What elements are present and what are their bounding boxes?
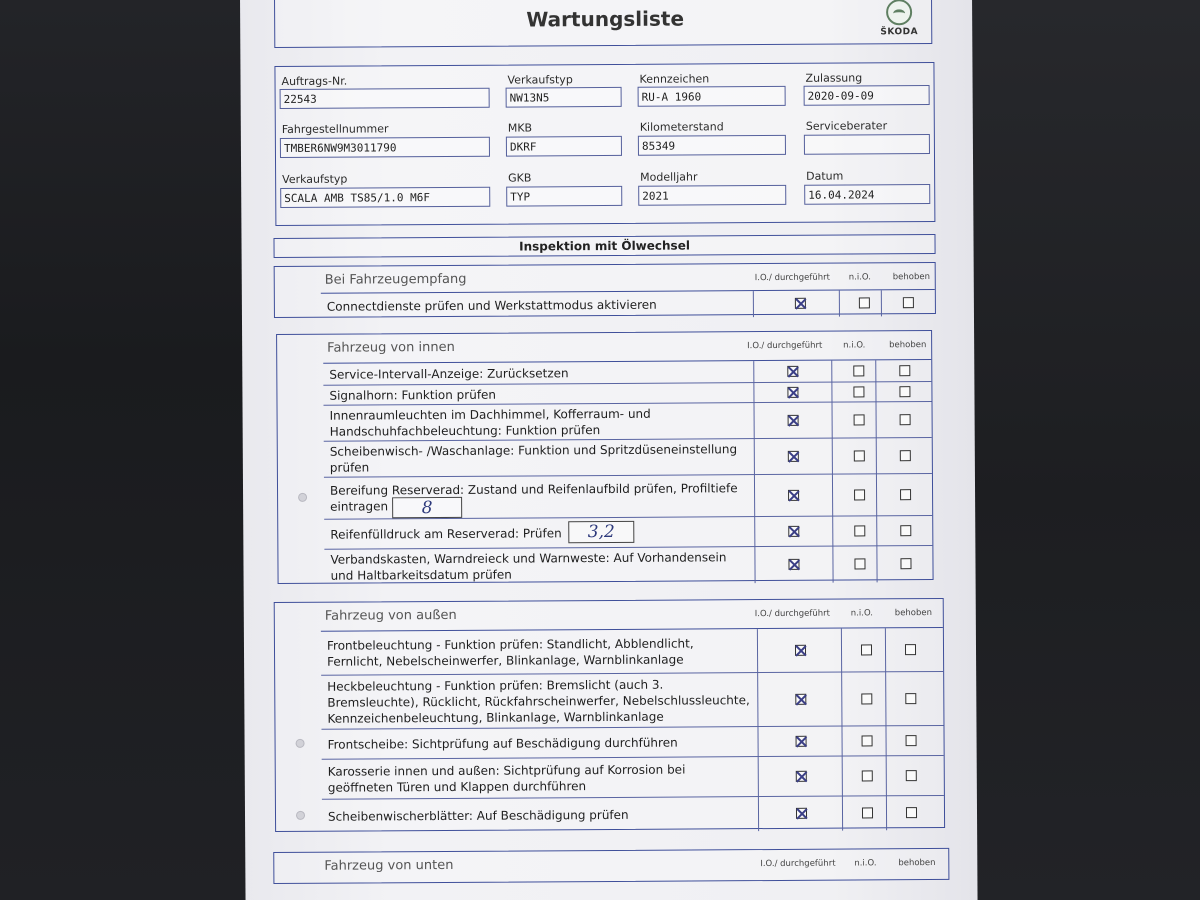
checklist-item-text xyxy=(330,525,561,542)
column-header-nio: n.i.O. xyxy=(854,858,877,869)
section-0 xyxy=(274,262,936,318)
checklist-item-line: Service-Intervall-Anzeige: Zurücksetzen xyxy=(329,366,569,382)
datum-label: Datum xyxy=(806,169,844,183)
checkbox-io[interactable] xyxy=(795,694,806,705)
kilometerstand-value: 85349 xyxy=(638,135,786,156)
seat-fabric-right xyxy=(965,0,1200,900)
checkbox-behoben[interactable] xyxy=(906,770,917,781)
section-1 xyxy=(276,330,934,584)
checkbox-behoben[interactable] xyxy=(900,489,911,500)
checklist-item-line: Kennzeichenbeleuchtung, Blinkanlage, Warnblinkanlage xyxy=(327,709,664,726)
checklist-item-text xyxy=(327,676,750,727)
checkbox-io[interactable] xyxy=(795,298,806,309)
checklist-row xyxy=(321,726,943,760)
checklist-item-line: Verbandskasten, Warndreieck und Warnweste: Auf Vorhandensein xyxy=(330,550,727,567)
checkbox-behoben[interactable] xyxy=(900,525,911,536)
checkbox-behoben[interactable] xyxy=(905,693,916,704)
checklist-item-line: Scheibenwisch- /Waschanlage: Funktion und Spritzdüseneinstellung xyxy=(329,442,738,459)
modelljahr-value: 2021 xyxy=(638,185,786,206)
checkbox-io[interactable] xyxy=(796,771,807,782)
section-header xyxy=(275,599,943,631)
checklist-item-text xyxy=(328,762,686,796)
section-title: Bei Fahrzeugempfang xyxy=(324,271,467,288)
gkb-value: TYP xyxy=(506,186,622,207)
checklist-item-line: Handschuhfachbeleuchtung: Funktion prüfen xyxy=(329,423,601,439)
checklist-item-text xyxy=(327,297,657,315)
checklist-item-line: prüfen xyxy=(329,460,370,475)
checklist-item-text xyxy=(328,735,678,753)
auftrags-nr-value: 22543 xyxy=(280,88,490,109)
skoda-wing-icon xyxy=(886,0,912,25)
checklist-item-line: Scheibenwischerblätter: Auf Beschädigung prüfen xyxy=(327,807,629,824)
checkbox-io[interactable] xyxy=(788,415,799,426)
auftrags-nr-label: Auftrags-Nr. xyxy=(281,74,348,88)
checklist-item-line: und Haltbarkeitsdatum prüfen xyxy=(330,567,512,583)
checklist-item-text xyxy=(330,441,738,475)
seat-fabric-left xyxy=(0,0,245,900)
column-header-io: I.O./ durchgeführt xyxy=(760,858,836,870)
checkbox-behoben[interactable] xyxy=(900,558,911,569)
serviceberater-value xyxy=(804,134,930,155)
checklist-item-line: Karosserie innen und außen: Sichtprüfung auf Korrosion bei xyxy=(327,762,686,779)
kilometerstand-label: Kilometerstand xyxy=(639,120,724,134)
column-header-io: I.O./ durchgeführt xyxy=(754,272,830,284)
checkbox-behoben[interactable] xyxy=(905,644,916,655)
section-header xyxy=(275,263,935,293)
checkbox-nio[interactable] xyxy=(854,450,865,461)
checklist-row xyxy=(321,672,943,730)
checklist-row xyxy=(324,474,932,520)
checklist-item-line: Signalhorn: Funktion prüfen xyxy=(329,387,497,403)
checkbox-behoben[interactable] xyxy=(906,807,917,818)
checklist-item-line: Connectdienste prüfen und Werkstattmodus aktivieren xyxy=(326,297,657,314)
checkbox-behoben[interactable] xyxy=(906,735,917,746)
checkbox-nio[interactable] xyxy=(861,693,872,704)
column-header-nio: n.i.O. xyxy=(843,340,866,351)
vehicle-info-box xyxy=(274,62,935,226)
checklist-item-text xyxy=(330,406,651,440)
handwritten-entry[interactable]: 3,2 xyxy=(568,521,634,543)
checkbox-nio[interactable] xyxy=(853,365,864,376)
checkbox-nio[interactable] xyxy=(862,770,873,781)
checklist-item-line: eintragen xyxy=(330,499,389,514)
section-3 xyxy=(273,848,949,884)
section-2 xyxy=(274,598,945,832)
column-header-nio: n.i.O. xyxy=(850,608,874,619)
checkbox-io[interactable] xyxy=(796,736,807,747)
handwritten-entry[interactable]: 8 xyxy=(392,497,462,518)
title-box xyxy=(274,0,932,48)
checkbox-nio[interactable] xyxy=(854,525,865,536)
checkbox-io[interactable] xyxy=(788,559,799,570)
checklist-row xyxy=(324,546,932,586)
section-title: Fahrzeug von außen xyxy=(324,607,457,624)
verkaufstyp-code-label: Verkaufstyp xyxy=(507,73,573,87)
checklist-item-line: Frontbeleuchtung - Funktion prüfen: Standlicht, Abblendlicht, xyxy=(326,636,694,653)
section-title: Fahrzeug von unten xyxy=(324,857,454,874)
checkbox-nio[interactable] xyxy=(861,644,872,655)
kennzeichen-value: RU-A 1960 xyxy=(638,86,786,107)
checklist-item-line: geöffneten Türen und Klappen durchführen xyxy=(327,779,587,795)
checkbox-behoben[interactable] xyxy=(899,365,910,376)
fahrgestellnummer-label: Fahrgestellnummer xyxy=(281,122,389,136)
inspection-program-box xyxy=(273,234,935,258)
checklist-item-text xyxy=(329,365,568,382)
maintenance-sheet xyxy=(240,0,978,900)
checkbox-io[interactable] xyxy=(787,366,798,377)
gkb-label: GKB xyxy=(508,171,532,185)
checkbox-io[interactable] xyxy=(788,490,799,501)
column-header-behoben: behoben xyxy=(898,858,936,869)
section-title: Fahrzeug von innen xyxy=(327,339,455,356)
checklist-row xyxy=(321,290,935,320)
checklist-item-line: Frontscheibe: Sichtprüfung auf Beschädigung durchführen xyxy=(327,735,678,752)
section-rows xyxy=(321,289,935,320)
margin-marker-icon xyxy=(298,493,307,502)
section-rows xyxy=(323,359,932,586)
brand-name: ŠKODA xyxy=(880,27,919,38)
mkb-value: DKRF xyxy=(506,136,622,157)
checklist-row xyxy=(324,516,932,550)
checkbox-behoben[interactable] xyxy=(899,386,910,397)
column-header-behoben: behoben xyxy=(892,272,930,283)
column-header-io: I.O./ durchgeführt xyxy=(754,608,831,620)
checkbox-nio[interactable] xyxy=(862,807,873,818)
checkbox-behoben[interactable] xyxy=(903,297,914,308)
column-header-io: I.O./ durchgeführt xyxy=(747,340,823,352)
serviceberater-label: Serviceberater xyxy=(805,119,888,133)
skoda-logo xyxy=(877,0,921,37)
checklist-row xyxy=(321,628,943,676)
checkbox-io[interactable] xyxy=(796,808,807,819)
checkbox-nio[interactable] xyxy=(859,297,870,308)
checklist-item-line: Fernlicht, Nebelscheinwerfer, Blinkanlage, Warnblinkanlage xyxy=(327,652,684,669)
checklist-row xyxy=(324,402,932,442)
zulassung-label: Zulassung xyxy=(805,71,863,85)
section-rows xyxy=(321,627,944,834)
checkbox-nio[interactable] xyxy=(854,558,865,569)
checkbox-io[interactable] xyxy=(795,645,806,656)
checklist-row xyxy=(324,438,932,478)
inspection-program-title: Inspektion mit Ölwechsel xyxy=(519,238,690,254)
checklist-item-line: Bremsleuchte), Rücklicht, Rückfahrscheinwerfer, Nebelschlussleuchte, xyxy=(327,693,750,710)
checkbox-nio[interactable] xyxy=(854,414,865,425)
checklist-row xyxy=(322,796,944,834)
checkbox-nio[interactable] xyxy=(853,386,864,397)
checklist-item-line: Bereifung Reserverad: Zustand und Reifenlaufbild prüfen, Profiltiefe xyxy=(329,481,738,498)
datum-value: 16.04.2024 xyxy=(804,184,930,205)
checklist-item-text xyxy=(328,807,629,825)
modelljahr-label: Modelljahr xyxy=(640,170,698,184)
verkaufstyp-name-label: Verkaufstyp xyxy=(282,172,348,186)
section-header xyxy=(277,331,931,363)
verkaufstyp-name-value: SCALA AMB TS85/1.0 M6F xyxy=(280,187,490,208)
checklist-item-line: Reifenfülldruck am Reserverad: Prüfen xyxy=(330,526,562,542)
fahrgestellnummer-value: TMBER6NW9M3011790 xyxy=(280,137,490,158)
checkbox-nio[interactable] xyxy=(854,489,865,500)
checkbox-behoben[interactable] xyxy=(900,414,911,425)
zulassung-value: 2020-09-09 xyxy=(804,85,930,106)
margin-marker-icon xyxy=(296,739,305,748)
checkbox-io[interactable] xyxy=(788,526,799,537)
verkaufstyp-code-value: NW13N5 xyxy=(506,87,622,108)
checklist-item-text xyxy=(330,549,726,583)
document-title: Wartungsliste xyxy=(526,6,685,32)
section-header xyxy=(274,849,948,885)
checkbox-behoben[interactable] xyxy=(900,450,911,461)
column-header-behoben: behoben xyxy=(894,608,933,619)
kennzeichen-label: Kennzeichen xyxy=(639,72,710,86)
checkbox-nio[interactable] xyxy=(862,735,873,746)
checklist-row xyxy=(322,756,944,800)
checkbox-io[interactable] xyxy=(788,451,799,462)
column-header-behoben: behoben xyxy=(889,340,927,351)
checklist-item-text xyxy=(329,387,496,404)
checkbox-io[interactable] xyxy=(787,387,798,398)
mkb-label: MKB xyxy=(507,121,533,135)
margin-marker-icon xyxy=(296,811,305,820)
checklist-item-line: Heckbeleuchtung - Funktion prüfen: Bremslicht (auch 3. xyxy=(327,677,664,694)
column-header-nio: n.i.O. xyxy=(848,272,871,283)
checklist-item-text xyxy=(327,635,694,669)
checklist-item-line: Innenraumleuchten im Dachhimmel, Kofferraum- und xyxy=(329,406,651,423)
